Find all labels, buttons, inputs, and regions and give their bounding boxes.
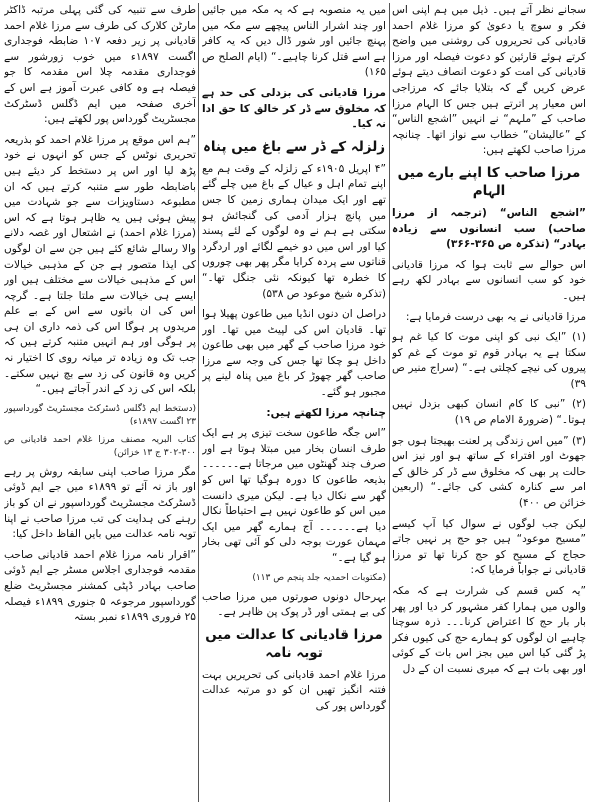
column-middle bbox=[202, 3, 386, 802]
paragraph: لیکن جب لوگوں نے سوال کیا آپ کیسے ”مسیح موعود“ ہیں جو حج پر نہیں جاتے حجاج کے مسیح کو حج کرنا تھا تو مرزا قادیانی نے جواباً فرمایا کہ: bbox=[392, 517, 586, 577]
paragraph: بہرحال دونوں صورتوں میں مرزا صاحب کی بے ہمتی اور ڈر پوک پن ظاہر ہے۔ bbox=[202, 590, 386, 619]
quote-paragraph: ”اس جگہ طاعون سخت تیزی پر ہے ایک طرف انسان بخار میں مبتلا ہوتا ہے اور صرف چند گھنٹوں میں مرجاتا ہے۔۔۔۔۔۔ بذیعہ طاعون کا دورہ ہوگیا تھا اس کو گھر سے نکال دیا ہے۔ لیکن میری دانست میں اس کو طاعون نہیں ہے احتیاطاً نکال دیا ہے۔۔۔۔۔۔ آج ہمارے گھر میں ایک مہمان عورت بوجہ دلی کو آئی تھی بخار ہو گیا ہے۔“ bbox=[202, 427, 386, 564]
citation: (مکتوبات احمدیہ جلد پنجم ص ۱۱۳) bbox=[252, 572, 386, 583]
column-right bbox=[392, 3, 586, 802]
citation: کتاب البریہ مصنف مرزا غلام احمد قادیانی ص ۳۰۰-۳۰۲ ج ۱۳ خزائن) bbox=[4, 434, 196, 458]
paragraph: سجانے نظر آتے ہیں۔ ذیل میں ہم اپنی اس فکر و سوچ یا دعویٰ کو مرزا غلام احمد قادیانی کی تحریروں کی روشنی میں واضح کرتے ہوئے قارئین کو دعوت فیصلہ اور مرزا قادیانی کی امت کو دعوت انصاف دیتے ہوئے عرض کریں گے کہ بتلایا جائے کہ مرزاجی اس معیار پر اترتے ہیں جس کا الہام مرزا صاحب کے ”ملہم“ نے انہیں ”اشجع الناس“ کے ”عالیشان“ خطاب سے نواز اتھا۔ چنانچہ مرزا صاحب لکھتے ہیں: bbox=[392, 4, 586, 157]
quote-paragraph: ”۴ اپریل ۱۹۰۵ء کے زلزلہ کے وقت ہم مع اپنے تمام اہل و عیال کے باغ میں چلے گئے تھے اور ایک میدان ہماری زمین کا جس میں پانچ ہزار آدمی کی گنجائش ہو سکتی ہے ہم نے وہ لوگوں کے لئے پسند کیا اور اس میں دو خیمے لگائے اور اردگرد قناتوں سے پردہ کرایا مگر پھر بھی چوروں کا خطرہ تھا کیونکہ نئی جنگل تھا۔“ (تذکرہ شیخ موعود ص ۵۳۸) bbox=[202, 162, 386, 300]
paragraph: اس حوالے سے ثابت ہوا کہ مرزا قادیانی خود کو سب انسانوں سے بہادر لکھ رہے ہیں۔ bbox=[392, 258, 586, 302]
quote-paragraph: میں یہ منصوبہ ہے کہ یہ مکہ میں جائیں اور چند اشرار الناس پیچھے سے مکہ میں پہنچ جائیں اور شور ڈال دیں کہ یہ کافر ہے اسے قتل کرنا چاہیے۔“ (ایام الصلح ص ۱۶۵) bbox=[202, 4, 386, 79]
paragraph: مرزا غلام احمد قادیانی کی تحریریں بہت فتنہ انگیز تھیں ان کو دو مرتبہ عدالت گورداس پور کی bbox=[202, 668, 386, 712]
section-heading: مرزا صاحب کا اپنے بارے میں الہام bbox=[397, 164, 581, 199]
paragraph: مگر مرزا صاحب اپنی سابقہ روش پر رہے اور باز نہ آئے تو ۱۸۹۹ء میں جے ایم ڈوئی ڈسٹرکٹ مجسٹریٹ گورداسپور نے ان کو باز رہنے کی ہدایت کی تب مرزا صاحب نے اپنا توبہ نامہ عدالت میں بایں الفاظ داخل کیا: bbox=[4, 465, 196, 541]
quote-paragraph: ”اشجع الناس“ (ترجمہ از مرزا صاحب) سب انسانوں سے زیادہ بہادر“ (تذکرہ ص ۳۶۵-۳۶۶) bbox=[392, 206, 586, 251]
quote-paragraph: ”یہ کس قسم کی شرارت ہے کہ مکہ والوں میں ہمارا کفر مشہور کر دیا اور پھر بار بار حج کا اعتراض کرنا۔۔۔ ذرہ سوچنا چاہیے ان لوگوں کو ہمارے حج کی کیوں فکر پڑ گئی کیا اس میں بجز اس بات کے کوئی اور بھی بات ہے کہ میری نسبت ان کے دل bbox=[392, 585, 586, 675]
quote-paragraph: (۲) ”نبی کا کام انسان کبھی بزدل نہیں ہوتا۔“ (ضرورۃ الامام ص ۱۹) bbox=[392, 398, 586, 427]
quote-paragraph: ”ہم اس موقع پر مرزا غلام احمد کو بذریعہ تحریری نوٹس کے جس کو انہوں نے خود پڑھ لیا اور اس پر دستخط کر دیئے ہیں باضابطہ طور سے متنبہ کرتے ہیں کہ ان مطبوعہ دستاویزات سے جو شہادت میں پیش ہوئی ہیں یہ ظاہر ہوتا ہے کہ اس (مرزا غلام احمد) نے اشتعال اور غصہ دلانے والا رسالے شائع کئے ہیں جن سے ان لوگوں کی ایذا متصور ہے جن کے مذہبی خیالات اس کے مذہبی خیالات سے مختلف ہیں اور ایسے ہی خیالات سے ملتا جلتا ہے۔ گرچہ اس کی ان باتوں سے اس کے بے علم مریدوں پر ہوگا اس کی ذمہ داری ان ہی پر ہوگی اور ہم انہیں متنبہ کرتے ہیں کہ جب تک وہ زیادہ تر میانہ روی کا اختیار نہ کریں وہ قانون کی زد سے بچ نہیں سکتے۔ بلکہ اس کی زد کے اندر آجاتے ہیں۔“ bbox=[4, 133, 196, 396]
paragraph: طرف سے تنبیہ کی گئی پہلی مرتبہ ڈاکٹر مارٹن کلارک کی طرف سے مرزا غلام احمد قادیانی پر زیر دفعہ ۱۰۷ ضابطہ فوجداری اگست ۱۸۹۷ء میں خوب زورشور سے فوجداری مقدمہ چلا اس مقدمہ کا جو فیصلہ ہے وہ کافی عبرت آموز ہے اس کے آخری صفحہ میں ایم ڈگلس ڈسٹرکٹ مجسٹریٹ گورداس پور لکھتے ہیں: bbox=[4, 4, 196, 126]
quote-paragraph: (۱) ”ایک نبی کو اپنی موت کا کیا غم ہو سکتا ہے یہ بہادر قوم تو موت کے غم کو پیروں کی نیچے کچلتی ہے۔“ (سراج منیر ص ۳۹) bbox=[392, 331, 586, 390]
paragraph: چنانچہ مرزا لکھتے ہیں: bbox=[266, 406, 386, 419]
quote-paragraph: (۳) ”میں اس زندگی پر لعنت بھیجتا ہوں جو جھوٹ اور افتراء کے ساتھ ہو اور نیز اس حالت پر بھی کہ مخلوق سے ڈر کر خالق کے امر سے کنارہ کشی کی جائے۔“ (اربعین خزائن ص ۴۰۰) bbox=[392, 434, 586, 510]
section-heading: مرزا قادیانی کا عدالت میں توبہ نامہ bbox=[205, 626, 383, 661]
newspaper-page bbox=[4, 3, 586, 802]
column-divider bbox=[198, 3, 199, 802]
column-left bbox=[4, 3, 196, 802]
column-divider bbox=[389, 3, 390, 802]
paragraph: دراصل ان دنوں انڈیا میں طاعون پھیلا ہوا تھا۔ قادیان اس کی لپیٹ میں تھا۔ اور خود مرزا صاحب کے گھر میں بھی طاعون داخل ہو چکا تھا جس کی وجہ سے مرزا صاحب گھر چھوڑ کر باغ میں پناہ لینے پر مجبور ہو گئے۔ bbox=[202, 308, 386, 399]
citation: (دستخط ایم ڈگلس ڈسٹرکٹ مجسٹریٹ گورداسپور ۲۳ اگست ۱۸۹۷ء) bbox=[4, 403, 196, 427]
section-heading: زلزلہ کے ڈر سے باغ میں پناہ bbox=[202, 138, 386, 155]
paragraph: مرزا قادیانی نے یہ بھی درست فرمایا ہے: bbox=[405, 310, 586, 323]
quote-paragraph: ”اقرار نامہ مرزا غلام احمد قادیانی صاحب مقدمہ فوجداری اجلاس مسٹر جے ایم ڈوئی صاحب بہادر ڈپٹی کمشنر مجسٹریٹ ضلع گورداسپور مرجوعہ ۵ جنوری ۱۸۹۹ء فیصلہ ۲۵ فروری ۱۸۹۹ء نمبر بستہ bbox=[4, 548, 196, 624]
paragraph: مرزا قادیانی کی بزدلی کی حد ہے کہ مخلوق سے ڈر کر خالق کا حق ادا نہ کیا۔ bbox=[202, 86, 386, 131]
